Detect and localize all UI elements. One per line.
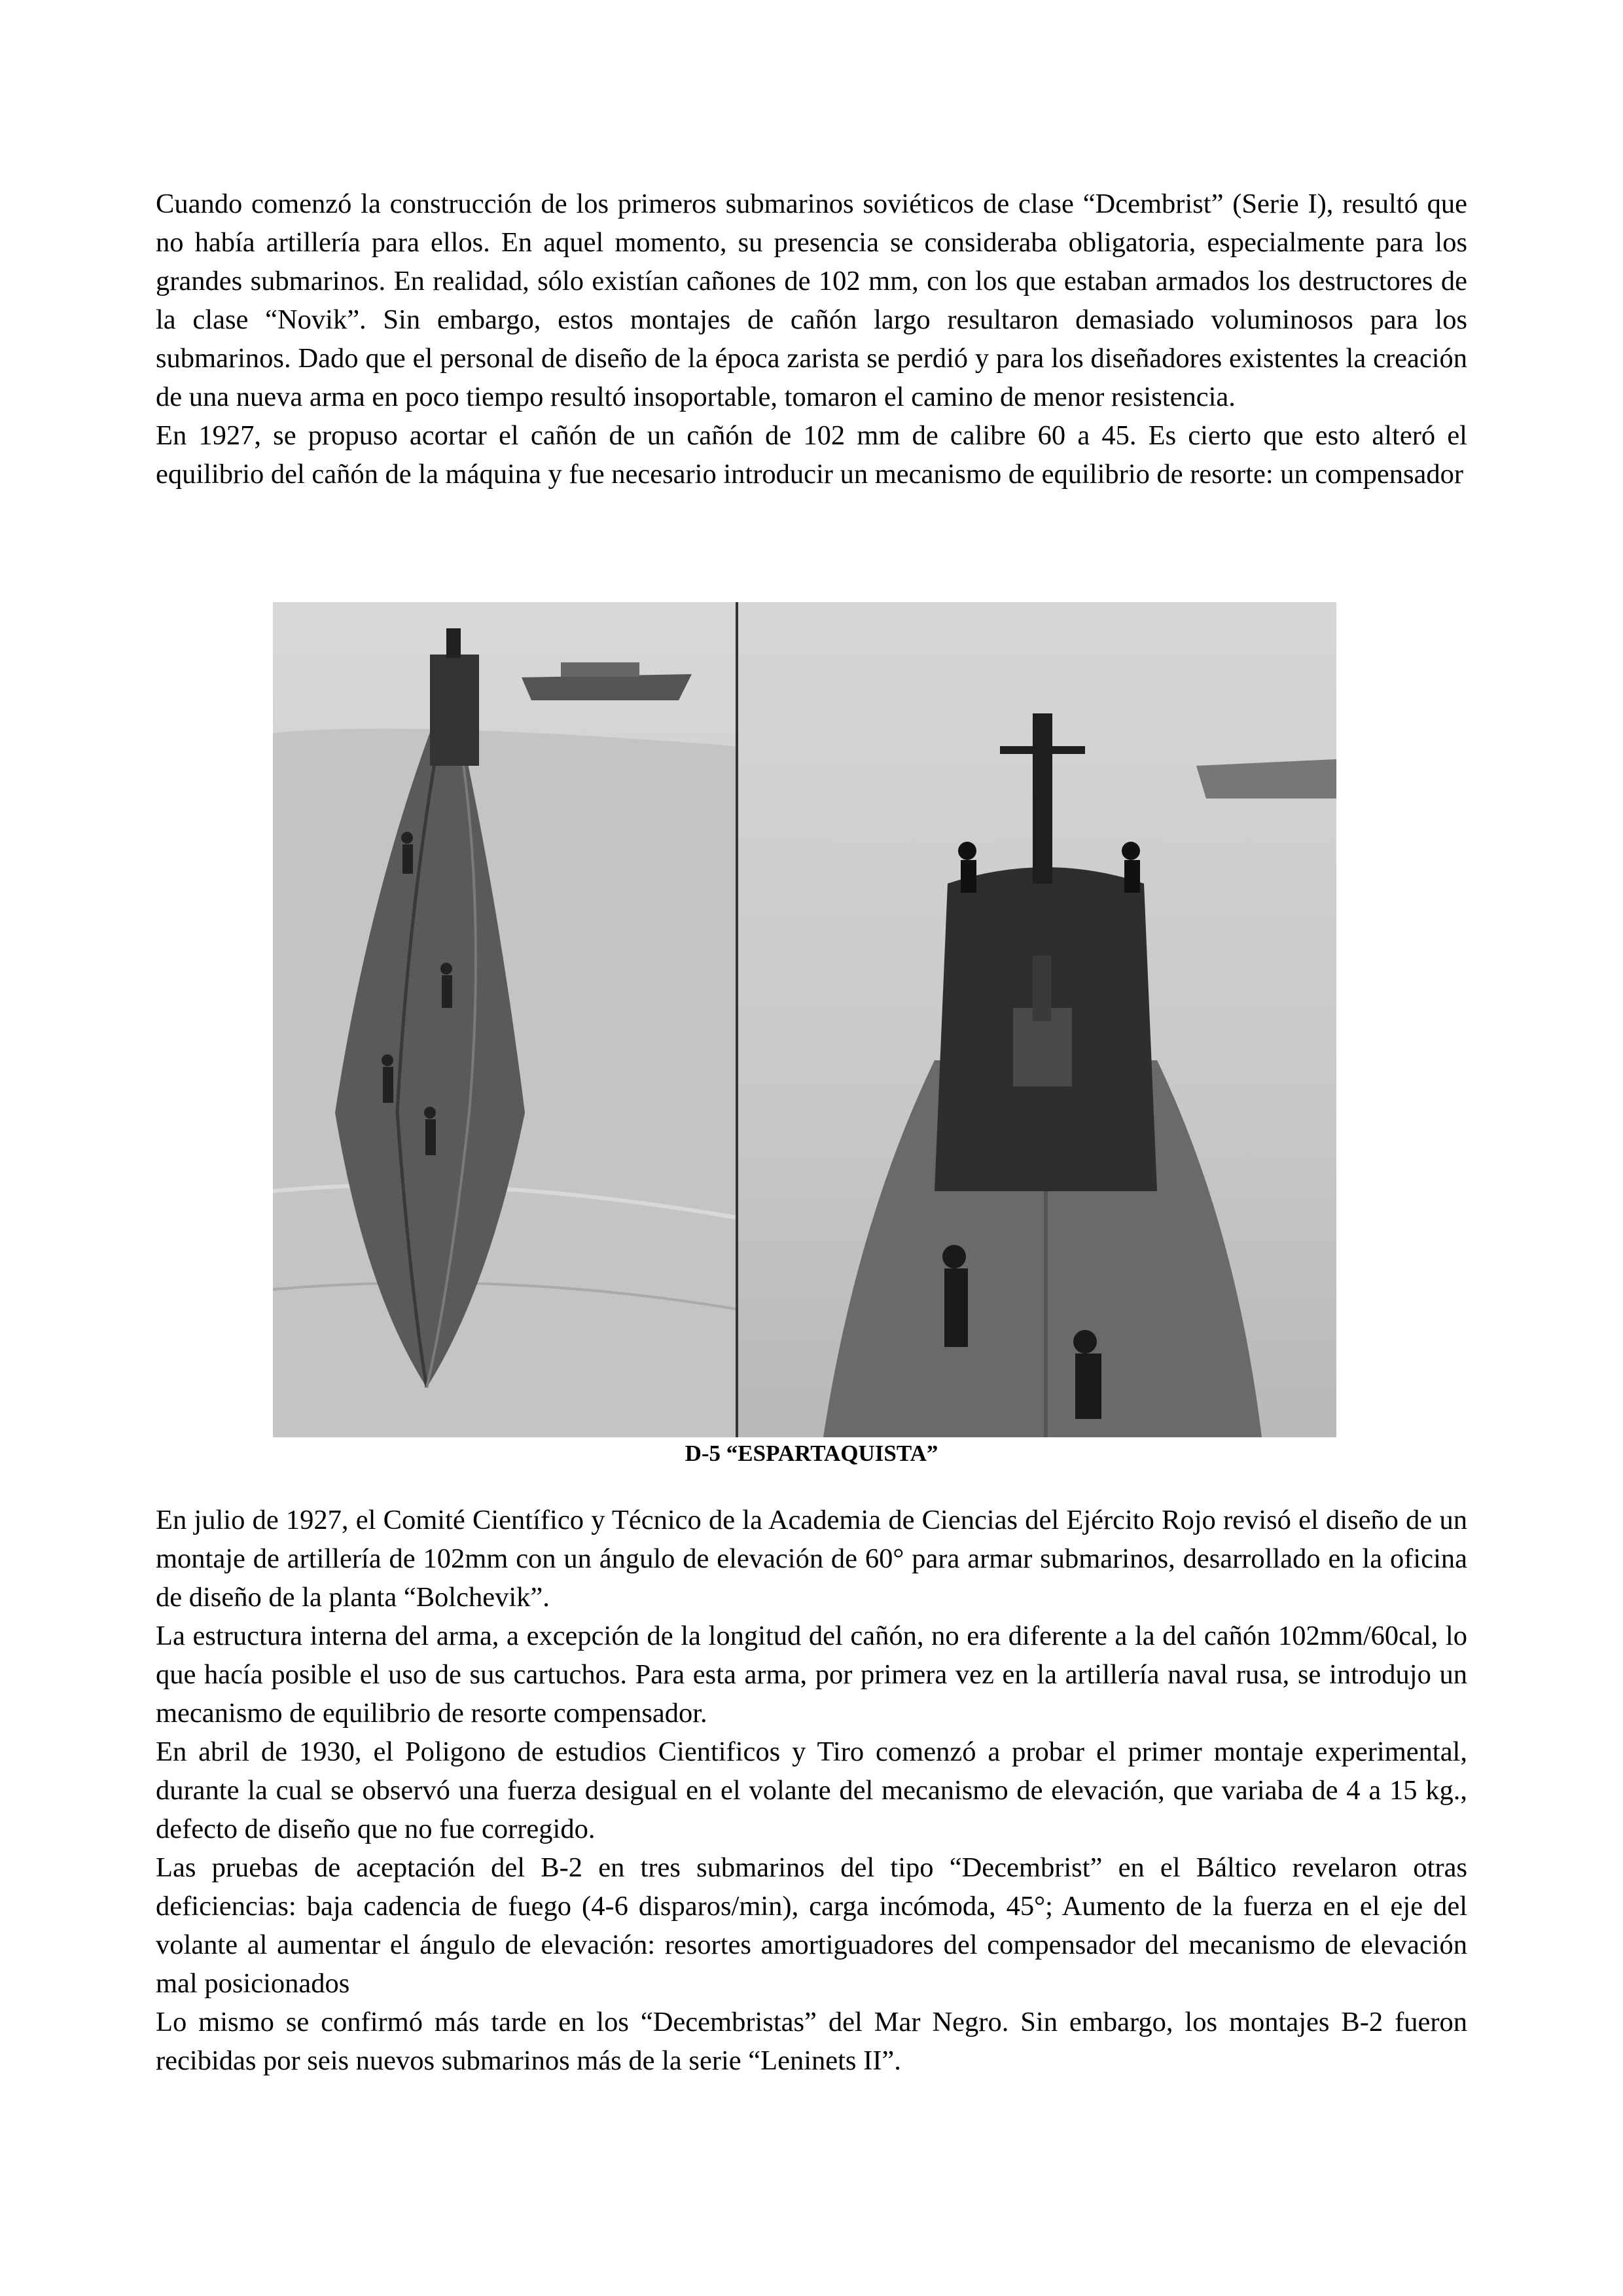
- submarine-tower-illustration: [738, 602, 1336, 1437]
- intro-text: [156, 185, 1467, 493]
- paragraph: En 1927, se propuso acortar el cañón de un cañón de 102 mm de calibre 60 a 45. Es cierto que esto alteró el equilibrio del cañón de la máquina y fue necesario introducir un mecanismo de equilibrio de resorte: un compensador: [156, 420, 1467, 490]
- figure-caption: D-5 “ESPARTAQUISTA”: [685, 1441, 938, 1466]
- submarine-photo-right: [738, 602, 1336, 1437]
- paragraph: La estructura interna del arma, a excepción de la longitud del cañón, no era diferente a la del cañón 102mm/60cal, lo que hacía posible el uso de sus cartuchos. Para esta arma, por primera vez en la artillería naval rusa, se introdujo un mecanismo de equilibrio de resorte compensador.: [156, 1621, 1467, 1729]
- body-text: [156, 1501, 1467, 2080]
- submarine-photo-left: [273, 602, 736, 1437]
- paragraph: Las pruebas de aceptación del B-2 en tres submarinos del tipo “Decembrist” en el Báltico revelaron otras deficiencias: baja cadencia de fuego (4-6 disparos/min), carga incómoda, 45°; Aumento de la fuerza en el eje del volante al aumentar el ángulo de elevación: resortes amortiguadores del compensador del mecanismo de elevación mal posicionados: [156, 1852, 1467, 1999]
- paragraph: En abril de 1930, el Poligono de estudios Cientificos y Tiro comenzó a probar el primer montaje experimental, durante la cual se observó una fuerza desigual en el volante del mecanismo de elevación, que variaba de 4 a 15 kg., defecto de diseño que no fue corregido.: [156, 1736, 1467, 1844]
- paragraph: Cuando comenzó la construcción de los primeros submarinos soviéticos de clase “Dcembrist” (Serie I), resultó que no había artillería para ellos. En aquel momento, su presencia se consideraba obligatoria, especialmente para los grandes submarinos. En realidad, sólo existían cañones de 102 mm, con los que estaban armados los destructores de la clase “Novik”. Sin embargo, estos montajes de cañón largo resultaron demasiado voluminosos para los submarinos. Dado que el personal de diseño de la época zarista se perdió y para los diseñadores existentes la creación de una nueva arma en poco tiempo resultó insoportable, tomaron el camino de menor resistencia.: [156, 188, 1467, 412]
- paragraph: En julio de 1927, el Comité Científico y Técnico de la Academia de Ciencias del Ejército Rojo revisó el diseño de un montaje de artillería de 102mm con un ángulo de elevación de 60° para armar submarinos, desarrollado en la oficina de diseño de la planta “Bolchevik”.: [156, 1505, 1467, 1613]
- submarine-bow-illustration: [273, 602, 736, 1437]
- paragraph: Lo mismo se confirmó más tarde en los “Decembristas” del Mar Negro. Sin embargo, los montajes B-2 fueron recibidas por seis nuevos submarinos más de la serie “Leninets II”.: [156, 2007, 1467, 2076]
